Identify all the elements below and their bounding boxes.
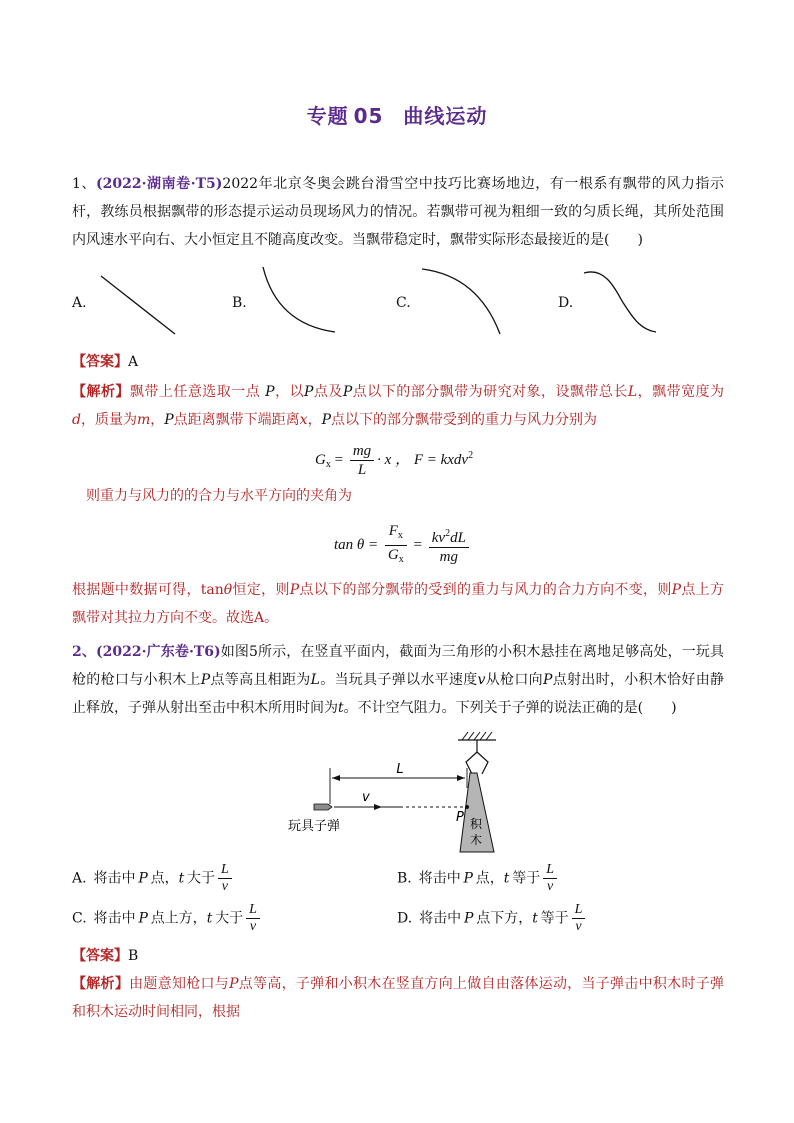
- point-p: [465, 805, 469, 809]
- dim-arrow-right: [457, 775, 465, 781]
- option-c-label: C.: [396, 295, 411, 311]
- option-d-label: D.: [558, 295, 574, 311]
- choice-d[interactable]: D. 将击中 P 点下方，t 等于 $\frac{L}{v}$: [397, 902, 588, 935]
- hanger-clamp: [466, 752, 488, 774]
- option-c-convex-curve: [418, 262, 508, 340]
- ceiling-hatch: [462, 732, 492, 740]
- question-1-analysis-line2: 则重力与风力的的合力与水平方向的夹角为: [86, 488, 352, 504]
- dim-label-l: L: [396, 762, 404, 777]
- toy-gun-muzzle: [314, 804, 332, 810]
- point-p-label: P: [456, 810, 464, 825]
- velocity-label: v: [362, 790, 370, 805]
- choice-c[interactable]: C. 将击中 P 点上方，t 大于 $\frac{L}{v}$: [72, 902, 263, 935]
- question-2-figure: [280, 728, 520, 858]
- velocity-arrow: [374, 804, 382, 810]
- option-d-s-curve: [580, 266, 670, 338]
- choice-b[interactable]: B. 将击中 P 点，t 等于 $\frac{L}{v}$: [397, 862, 560, 895]
- question-2-answer: 【答案】B: [72, 948, 139, 964]
- question-1-analysis: 【解析】飘带上任意选取一点 P，以P点及P点以下的部分飘带为研究对象，设飘带总长L，飘带宽度为d，质量为m，P点距离飘带下端距离x，P点以下的部分飘带受到的重力与风力分别为: [72, 384, 725, 428]
- option-b-concave-curve: [255, 262, 345, 340]
- question-2-stem: 2、(2022·广东卷·T6)如图5所示，在竖直平面内，截面为三角形的小积木悬挂在离地足够高处，一玩具枪的枪口与小积木上P点等高且相距为L。当玩具子弹以水平速度v从枪口向P点射出时，小积木恰好由静止释放，子弹从射出至击中积木所用时间为t。不计空气阻力。下列关于子弹的说法正确的是( ): [72, 644, 725, 716]
- dim-arrow-left: [332, 775, 340, 781]
- block-label-2: 木: [469, 833, 483, 847]
- option-b-label: B.: [232, 295, 247, 311]
- page-title: 专题 05 曲线运动: [306, 104, 488, 128]
- option-a-straight-line: [95, 270, 185, 340]
- formula-gravity-wind: $G_x$ = $\frac{mg}{L}$ · x ， F = kxdv$^2$: [315, 443, 474, 478]
- choice-a[interactable]: A. 将击中 P 点，t 大于 $\frac{L}{v}$: [72, 862, 235, 895]
- question-1-analysis-conclusion: 根据题中数据可得，tanθ恒定，则P点以下的部分飘带的受到的重力与风力的合力方向不变，则P点上方飘带对其拉力方向不变。故选A。: [72, 582, 724, 626]
- toy-bullet-label: 玩具子弹: [288, 819, 341, 834]
- question-2-analysis: 【解析】由题意知枪口与P点等高，子弹和小积木在竖直方向上做自由落体运动，当子弹击中积木时子弹和积木运动时间相同，根据: [72, 976, 725, 1020]
- question-1-answer: 【答案】A: [72, 354, 139, 370]
- question-1-stem: 1、(2022·湖南卷·T5)2022年北京冬奥会跳台滑雪空中技巧比赛场地边，有一根系有飘带的风力指示杆，教练员根据飘带的形态提示运动员现场风力的情况。若飘带可视为粗细一致的匀质长绳，其所处范围内风速水平向右、大小恒定且不随高度改变。当飘带稳定时，飘带实际形态最接近的是( ): [72, 176, 724, 248]
- block-label-1: 积: [469, 817, 483, 831]
- formula-tan-theta: tan θ = $\frac{F_x}{G_x}$ = $\frac{kv^2dL}{mg}$: [334, 522, 472, 569]
- option-a-label: A.: [72, 295, 87, 311]
